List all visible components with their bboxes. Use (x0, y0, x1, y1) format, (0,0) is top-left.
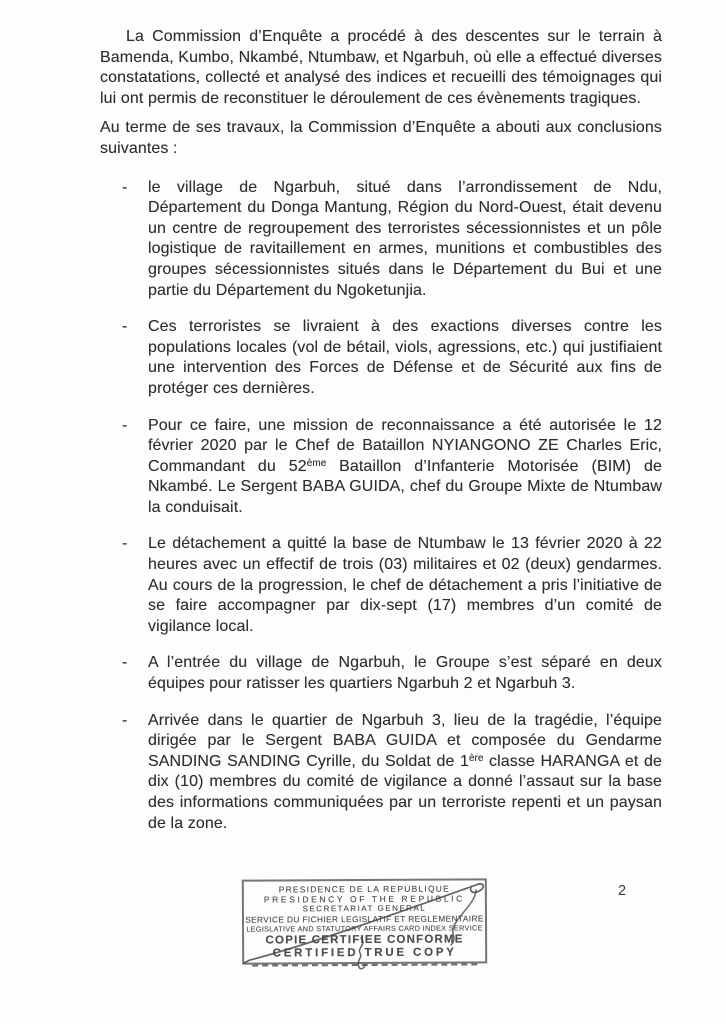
bullet-dash: - (122, 416, 128, 434)
stamp-line-presidence-fr: PRESIDENCE DE LA REPUBLIQUE (278, 883, 450, 895)
bullet-dash: - (122, 178, 128, 196)
bullet-text (148, 711, 662, 835)
page-number: 2 (618, 883, 627, 899)
bullet-text: le village de Ngarbuh, situé dans l’arrondissement de Ndu, Département du Donga Mantung, Région du Nord-Ouest, était devenu un centre de regroupement des terroristes sécessionnistes et un pôle logistique de ravitaillement en armes, munitions et combustibles des groupes sécessionnistes situés dans le Département du Bui et une partie du Département du Ngoketunjia. (148, 178, 662, 299)
bullet-text-segment: Bataillon d’Infanterie Motorisée (BIM) de Nkambé. Le Sergent BABA GUIDA, chef du Groupe Mixte de Ntumbaw la conduisait. (148, 457, 662, 516)
list-item (100, 317, 662, 399)
stamp-line-presidency-en: PRESIDENCY OF THE REPUBLIC (263, 893, 465, 905)
stamp-line-service-en: LEGISLATIVE AND STATUTORY AFFAIRS CARD INDEX SERVICE (246, 922, 483, 934)
document-body (100, 27, 662, 850)
bullet-list (100, 178, 662, 835)
stamp-line-copie-certifiee: COPIE CERTIFIEE CONFORME (265, 933, 464, 947)
paragraph-intro: La Commission d’Enquête a procédé à des descentes sur le terrain à Bamenda, Kumbo, Nkambé, Ntumbaw, et Ngarbuh, où elle a effectué diverses constatations, collecté et analysé des indices et recueilli des témoignages qui lui ont permis de reconstituer le déroulement de ces évènements tragiques. (100, 28, 662, 107)
bullet-dash: - (122, 654, 128, 672)
ordinal-suffix: ère (469, 752, 484, 764)
bullet-text: A l’entrée du village de Ngarbuh, le Groupe s’est séparé en deux équipes pour ratisser les quartiers Ngarbuh 2 et Ngarbuh 3. (148, 654, 662, 693)
list-item (100, 534, 662, 637)
bullet-text-segment: classe HARANGA et de dix (10) membres du comité de vigilance a donné l’assaut sur la base des informations communiquées par un terroriste repenti et un paysan de la zone. (148, 752, 662, 832)
bullet-text: Ces terroristes se livraient à des exactions diverses contre les populations locales (vol de bétail, viols, agressions, etc.) qui justifiaient une intervention des Forces de Défense et de Sécurité aux fins de protéger ces dernières. (148, 318, 662, 397)
list-item (100, 178, 662, 302)
stamp-line-service-fr: SERVICE DU FICHIER LEGISLATIF ET REGLEMENTAIRE (245, 912, 484, 925)
ordinal-suffix: ème (306, 457, 327, 469)
bullet-dash: - (122, 535, 128, 553)
bullet-dash: - (122, 711, 128, 729)
bullet-text-segment: Pour ce faire, une mission de reconnaissance a été autorisée le 12 février 2020 par le Chef de Bataillon NYIANGONO ZE Charles Eric, Commandant du 52 (148, 416, 662, 475)
list-item (100, 416, 662, 519)
stamp-line-certified-copy: CERTIFIED TRUE COPY (272, 946, 457, 960)
stamp-line-secretariat: SECRETARIAT GENERAL (302, 903, 427, 914)
bullet-text (148, 416, 662, 519)
list-item (100, 711, 662, 835)
bullet-text: Le détachement a quitté la base de Ntumbaw le 13 février 2020 à 22 heures avec un effectif de trois (03) militaires et 02 (deux) gendarmes. Au cours de la progression, le chef de détachement a pris l’initiative de se faire accompagner par dix-sept (17) membres d’un comité de vigilance local. (148, 535, 662, 635)
paragraph-conclusions-lead: Au terme de ses travaux, la Commission d’Enquête a abouti aux conclusions suivantes : (100, 119, 662, 157)
bullet-dash: - (122, 318, 128, 336)
bullet-text-segment: Arrivée dans le quartier de Ngarbuh 3, lieu de la tragédie, l’équipe dirigée par le Sergent BABA GUIDA et composée du Gendarme SANDING SANDING Cyrille, du Soldat de 1 (148, 711, 662, 770)
signature-mark (230, 868, 510, 983)
list-item (100, 653, 662, 694)
